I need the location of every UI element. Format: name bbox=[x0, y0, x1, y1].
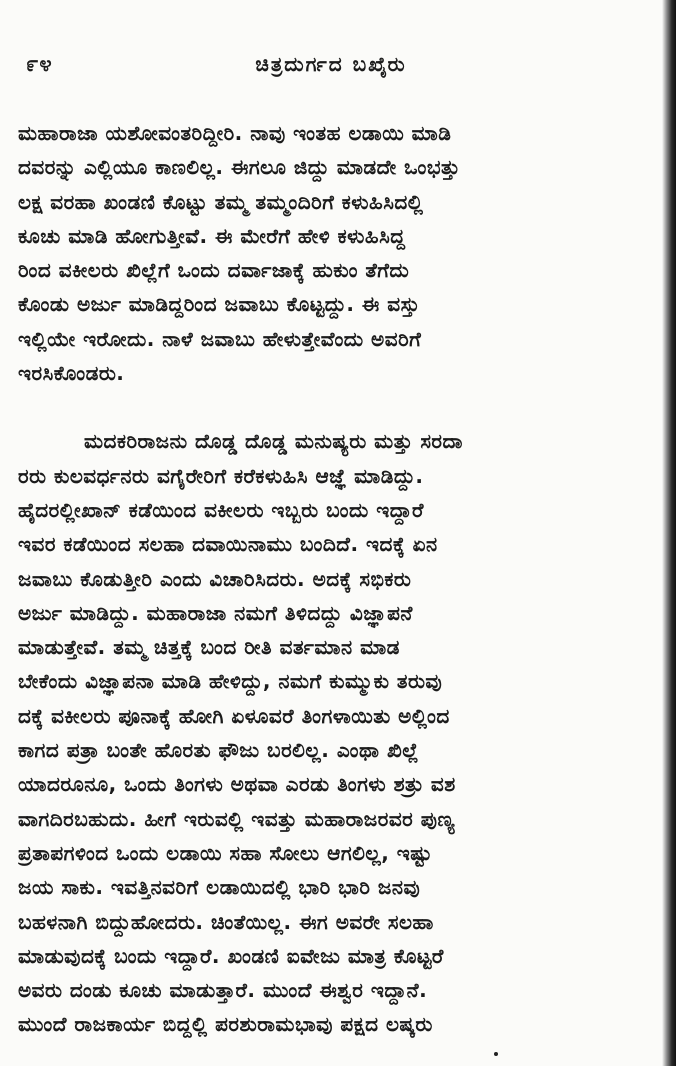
text-line: ದವರನ್ನು ಎಲ್ಲಿಯೂ ಕಾಣಲಿಲ್ಲ. ಈಗಲೂ ಜಿದ್ದು ಮಾಡದೇ ಒಂಭತ್ತು bbox=[18, 155, 461, 180]
paragraph bbox=[18, 424, 658, 1041]
text-line: ಯಾದರೂನೂ, ಒಂದು ತಿಂಗಳು ಅಥವಾ ಎರಡು ತಿಂಗಳು ಶತ್ರು ವಶ bbox=[18, 772, 456, 797]
text-line: ಮಹಾರಾಜಾ ಯಶೋವಂತರಿದ್ದೀರಿ. ನಾವು ಇಂತಹ ಲಡಾಯಿ ಮಾಡಿ bbox=[18, 121, 452, 145]
page-body bbox=[18, 116, 658, 1042]
text-line: ಬೇಕೆಂದು ವಿಜ್ಞಾಪನಾ ಮಾಡಿ ಹೇಳಿದ್ದು, ನಮಗೆ ಕುಮ್ಮುಕು ತರುವು bbox=[18, 669, 443, 694]
page-number: ೯೪ bbox=[26, 52, 53, 77]
text-line: ಇಲ್ಲಿಯೇ ಇರೋದು. ನಾಳೆ ಜವಾಬು ಹೇಳುತ್ತೇವೆಂದು ಅವರಿಗೆ bbox=[18, 326, 422, 351]
text-line: ರರು ಕುಲವರ್ಧನರು ವಗೈರೇರಿಗೆ ಕರೆಕಳುಹಿಸಿ ಆಜ್ಞೆ ಮಾಡಿದ್ದು. bbox=[18, 463, 424, 488]
text-line: ಕೂಚು ಮಾಡಿ ಹೋಗುತ್ತೀವೆ. ಈ ಮೇರೆಗೆ ಹೇಳಿ ಕಳುಹಿಸಿದ್ದ bbox=[18, 223, 406, 248]
text-line: ಇವರ ಕಡೆಯಿಂದ ಸಲಹಾ ದವಾಯಿನಾಮು ಬಂದಿದೆ. ಇದಕ್ಕೆ ಏನ bbox=[18, 532, 438, 557]
running-title: ಚಿತ್ರದುರ್ಗದ ಬಖೈರು bbox=[255, 52, 407, 76]
paragraph bbox=[18, 116, 658, 390]
text-line: ಜವಾಬು ಕೊಡುತ್ತೀರಿ ಎಂದು ವಿಚಾರಿಸಿದರು. ಅದಕ್ಕೆ ಸಭಿಕರು bbox=[18, 566, 412, 591]
text-line: ದಕ್ಕೆ ವಕೀಲರು ಪೂನಾಕ್ಕೆ ಹೋಗಿ ಏಳೂವರೆ ತಿಂಗಳಾಯಿತು ಅಲ್ಲಿಂದ bbox=[18, 703, 450, 728]
paragraph-gap bbox=[18, 390, 658, 424]
text-line: ಮುಂದೆ ರಾಜಕಾರ್ಯ ಬಿದ್ದಲ್ಲಿ ಪರಶುರಾಮಭಾವು ಪಕ್ಷದ ಲಷ್ಕರು bbox=[18, 1012, 433, 1037]
print-speck bbox=[494, 1052, 498, 1056]
text-line: ಇರಸಿಕೊಂಡರು. bbox=[18, 361, 125, 386]
text-line: ಮಾಡುವುದಕ್ಕೆ ಬಂದು ಇದ್ದಾರೆ. ಖಂಡಣಿ ಐವೇಜು ಮಾತ್ರ ಕೊಟ್ಟರೆ bbox=[18, 943, 444, 968]
text-line: ಪ್ರತಾಪಗಳಿಂದ ಒಂದು ಲಡಾಯಿ ಸಹಾ ಸೋಲು ಆಗಲಿಲ್ಲ, ಇಷ್ಟು bbox=[18, 840, 433, 865]
text-line: ಜಯ ಸಾಕು. ಇವತ್ತಿನವರಿಗೆ ಲಡಾಯಿದಲ್ಲಿ ಭಾರಿ ಭಾರಿ ಜನವು bbox=[18, 875, 421, 900]
text-line: ಹೈದರಲ್ಲೀಖಾನ್ ಕಡೆಯಿಂದ ವಕೀಲರು ಇಬ್ಬರು ಬಂದು ಇದ್ದಾರೆ bbox=[18, 497, 424, 522]
text-line: ಅರ್ಜು ಮಾಡಿದ್ದು. ಮಹಾರಾಜಾ ನಮಗೆ ತಿಳಿದದ್ದು ವಿಜ್ಞಾಪನೆ bbox=[18, 600, 413, 625]
text-line: ಮಾಡುತ್ತೇವೆ. ತಮ್ಮ ಚಿತ್ತಕ್ಕೆ ಬಂದ ರೀತಿ ವರ್ತಮಾನ ಮಾಡ bbox=[18, 635, 400, 660]
text-line: ಬಹಳನಾಗಿ ಬಿದ್ದುಹೋದರು. ಚಿಂತೆಯಿಲ್ಲ. ಈಗ ಅವರೇ ಸಲಹಾ bbox=[18, 909, 434, 934]
text-line: ವಾಗದಿರಬಹುದು. ಹೀಗೆ ಇರುವಲ್ಲಿ ಇವತ್ತು ಮಹಾರಾಜರವರ ಪುಣ್ಯ bbox=[18, 806, 455, 831]
scan-edge-shadow bbox=[662, 0, 676, 1066]
text-line: ಅವರು ದಂಡು ಕೂಚು ಮಾಡುತ್ತಾರೆ. ಮುಂದೆ ಈಶ್ವರ ಇದ್ದಾನೆ. bbox=[18, 978, 428, 1003]
text-line: ಕಾಗದ ಪತ್ರಾ ಬಂತೇ ಹೊರತು ಫೌಜು ಬರಲಿಲ್ಲ. ಎಂಥಾ ಖಿಲ್ಲೆ bbox=[18, 738, 419, 763]
text-line: ಲಕ್ಷ ವರಹಾ ಖಂಡಣಿ ಕೊಟ್ಟು ತಮ್ಮ ತಮ್ಮಂದಿರಿಗೆ ಕಳುಹಿಸಿದಲ್ಲಿ bbox=[18, 189, 424, 214]
page-header bbox=[26, 52, 636, 84]
text-line: ಮದಕರಿರಾಜನು ದೊಡ್ಡ ದೊಡ್ಡ ಮನುಷ್ಯರು ಮತ್ತು ಸರದಾ bbox=[84, 429, 463, 454]
text-line: ಕೊಂಡು ಅರ್ಜು ಮಾಡಿದ್ದರಿಂದ ಜವಾಬು ಕೊಟ್ಟದ್ದು. ಈ ವಸ್ತು bbox=[18, 292, 420, 317]
text-line: ರಿಂದ ವಕೀಲರು ಖಿಲ್ಲೆಗೆ ಒಂದು ದರ್ವಾಜಾಕ್ಕೆ ಹುಕುಂ ತೆಗೆದು bbox=[18, 258, 410, 283]
